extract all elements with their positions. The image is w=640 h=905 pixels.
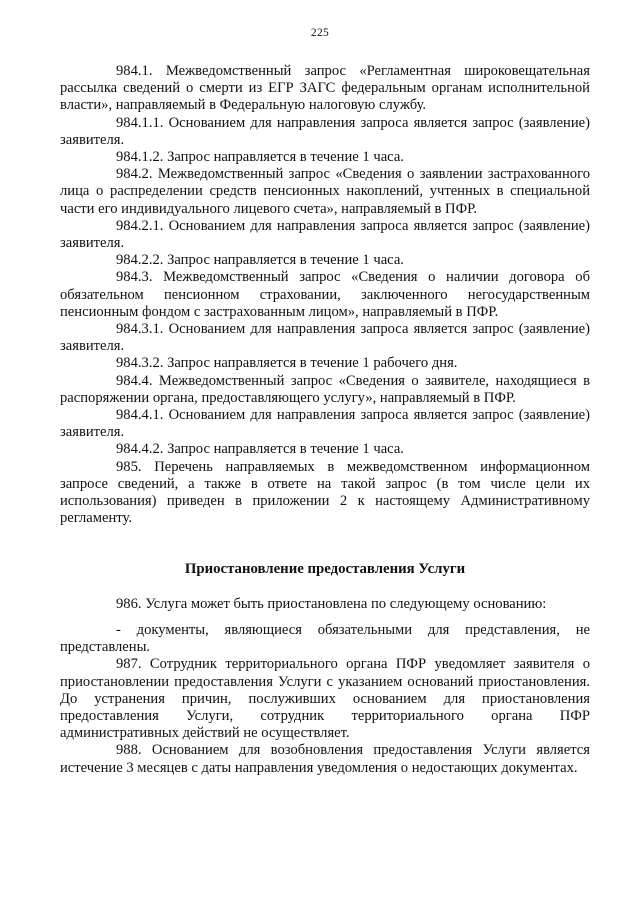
paragraph-986: 986. Услуга может быть приостановлена по следующему основанию: xyxy=(116,595,547,612)
paragraph-984-3-1: 984.3.1. Основанием для направления запроса является запрос (заявление) заявителя. xyxy=(60,321,590,355)
paragraph-984-4-1: 984.4.1. Основанием для направления запроса является запрос (заявление) заявителя. xyxy=(60,407,590,441)
paragraph-984-3: 984.3. Межведомственный запрос «Сведения о наличии договора об обязательном пенсионном страховании, заключенного негосударственным пенсионным фондом с застрахованным лицом», направляемый в ПФР. xyxy=(60,269,590,320)
paragraph-984-2: 984.2. Межведомственный запрос «Сведения о заявлении застрахованного лица о распределении средств пенсионных накоплений, учтенных в специальной части его индивидуального лицевого счета», направляемый в ПФР. xyxy=(60,166,590,217)
paragraph-984-2-1: 984.2.1. Основанием для направления запроса является запрос (заявление) заявителя. xyxy=(60,217,590,252)
paragraph-984-1-2: 984.1.2. Запрос направляется в течение 1 часа. xyxy=(116,149,404,166)
paragraph-984-4: 984.4. Межведомственный запрос «Сведения о заявителе, находящиеся в распоряжении органа, предоставляющего услугу», направляемый в ПФР. xyxy=(60,372,590,406)
paragraph-988: 988. Основанием для возобновления предоставления Услуги является истечение 3 месяцев с даты направления уведомления о недостающих документах. xyxy=(60,742,590,776)
paragraph-984-1-1: 984.1.1. Основанием для направления запроса является запрос (заявление) заявителя. xyxy=(60,114,590,148)
document-body xyxy=(60,63,590,777)
paragraph-gap xyxy=(60,613,590,622)
paragraph-986-item: - документы, являющиеся обязательными для представления, не представлены. xyxy=(60,621,590,656)
section-heading: Приостановление предоставления Услуги xyxy=(184,561,466,578)
paragraph-985: 985. Перечень направляемых в межведомственном информационном запросе сведений, а также в ответе на такой запрос (в том числе цели их использования) приведен в приложении 2 к настоящему Административному регламенту. xyxy=(60,458,590,527)
paragraph-984-1: 984.1. Межведомственный запрос «Регламентная широковещательная рассылка сведений о смерти из ЕГР ЗАГС федеральным органам исполнительной власти», направляемый в Федеральную налоговую службу. xyxy=(60,63,590,114)
paragraph-984-3-2: 984.3.2. Запрос направляется в течение 1 рабочего дня. xyxy=(116,355,458,372)
paragraph-987: 987. Сотрудник территориального органа ПФР уведомляет заявителя о приостановлении предоставления Услуги с указанием оснований приостановления. До устранения причин, послуживших основанием для приостановления предоставления Услуги, сотрудник территориального органа ПФР административных действий не осуществляет. xyxy=(60,656,590,742)
page-number: 225 xyxy=(310,27,330,39)
paragraph-984-4-2: 984.4.2. Запрос направляется в течение 1 часа. xyxy=(116,441,404,458)
paragraph-984-2-2: 984.2.2. Запрос направляется в течение 1 часа. xyxy=(116,252,404,269)
